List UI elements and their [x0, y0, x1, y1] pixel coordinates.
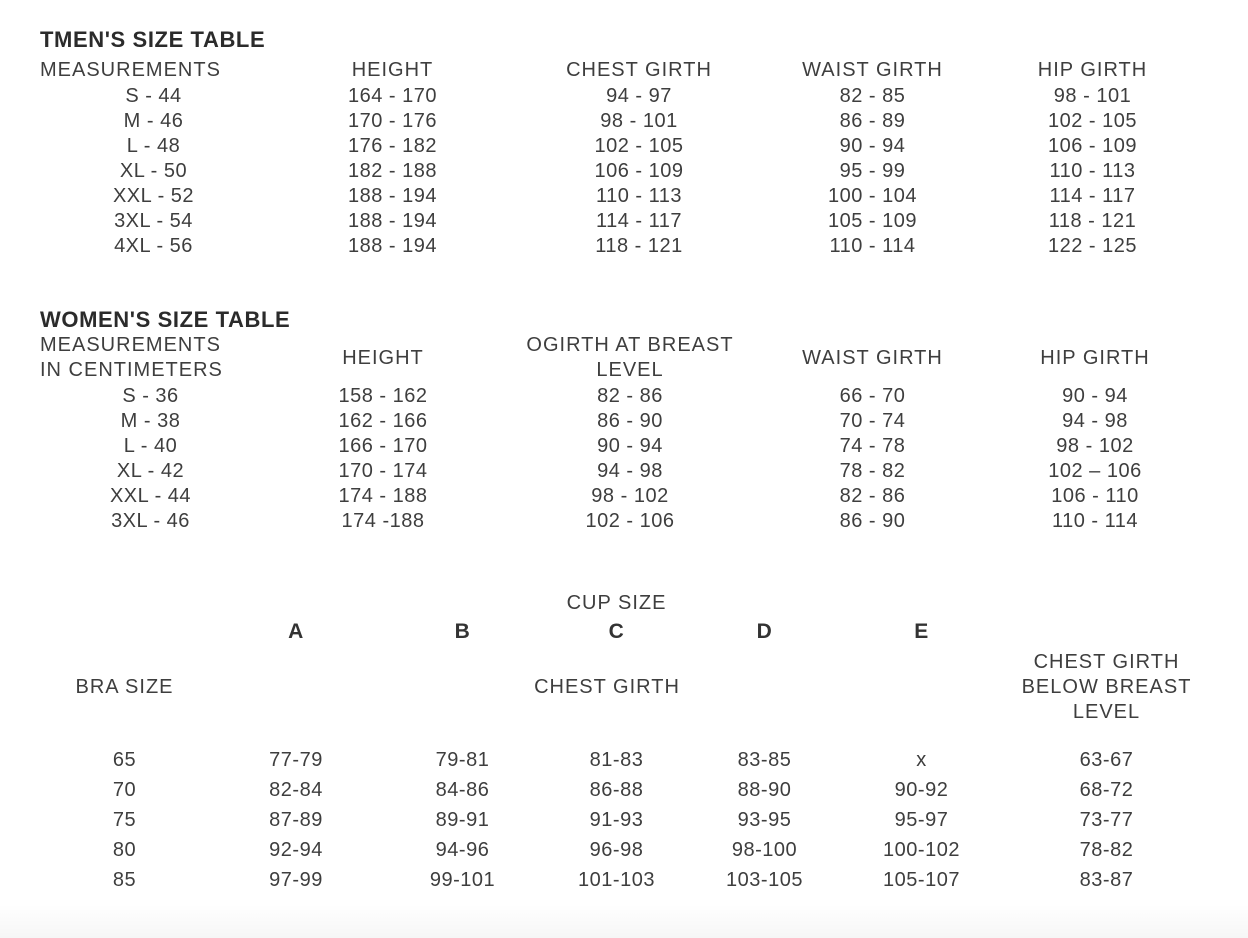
table-cell: 78-82	[1079, 838, 1134, 861]
womens-measurements-line1: MEASUREMENTS	[40, 334, 221, 356]
chest-girth-below-breast-header	[1005, 647, 1208, 727]
cup-letter-c: C	[608, 620, 625, 643]
womens-column-header-hip-girth: HIP GIRTH	[1040, 346, 1150, 369]
womens-column-header-waist-girth: WAIST GIRTH	[802, 346, 943, 369]
table-cell: 114 - 117	[1049, 185, 1136, 207]
table-cell: 83-85	[737, 748, 792, 771]
table-cell: 79-81	[435, 748, 490, 771]
table-cell: 174 -188	[341, 510, 425, 532]
table-cell: 93-95	[737, 808, 792, 831]
table-cell: 106 - 109	[1047, 135, 1137, 157]
table-cell: 92-94	[269, 838, 323, 861]
womens-table-title: WOMEN'S SIZE TABLE	[40, 307, 291, 332]
table-cell: 86 - 90	[597, 410, 663, 432]
below-breast-line3: LEVEL	[1072, 700, 1141, 723]
table-cell: 110 - 113	[595, 185, 683, 207]
table-cell: 85	[112, 868, 137, 891]
table-cell: 102 - 105	[1047, 110, 1137, 132]
cup-letter-b: B	[454, 620, 471, 643]
table-cell: 3XL - 54	[114, 210, 193, 232]
table-cell: 86 - 90	[839, 510, 906, 532]
table-cell: 94 - 98	[597, 460, 663, 482]
table-cell: 176 - 182	[347, 135, 437, 157]
table-cell: 4XL - 56	[114, 235, 193, 257]
table-cell: 94-96	[435, 838, 490, 861]
table-cell: 164 - 170	[347, 85, 437, 107]
table-cell: 98 - 101	[1053, 85, 1132, 107]
table-cell: 102 - 106	[585, 510, 675, 532]
table-cell: S - 44	[125, 85, 182, 107]
table-cell: M - 38	[120, 410, 181, 432]
table-cell: 110 - 114	[829, 235, 916, 257]
table-cell: 82 - 85	[839, 85, 906, 107]
bottom-shade	[0, 904, 1248, 938]
table-cell: 86-88	[589, 778, 644, 801]
table-cell: 170 - 174	[338, 460, 428, 482]
womens-breast-girth-line1: OGIRTH AT BREAST	[526, 334, 734, 356]
table-cell: 96-98	[589, 838, 644, 861]
table-cell: 162 - 166	[338, 410, 428, 432]
table-cell: 74 - 78	[839, 435, 906, 457]
table-cell: 70 - 74	[839, 410, 906, 432]
table-cell: 94 - 97	[606, 85, 672, 107]
table-cell: 95 - 99	[839, 160, 906, 182]
table-cell: 90 - 94	[1062, 385, 1128, 407]
womens-breast-girth-line2: LEVEL	[596, 359, 664, 381]
table-cell: 110 - 114	[1051, 510, 1139, 532]
table-cell: 66 - 70	[839, 385, 906, 407]
cup-letter-d: D	[756, 620, 773, 643]
mens-size-table	[40, 84, 1200, 259]
table-cell: 82 - 86	[597, 385, 663, 407]
table-cell: 182 - 188	[347, 160, 437, 182]
cup-letter-a: A	[288, 620, 304, 643]
table-cell: 78 - 82	[839, 460, 906, 482]
table-cell: L - 40	[123, 435, 178, 457]
table-cell: 80	[112, 838, 137, 861]
mens-column-header-waist-girth: WAIST GIRTH	[802, 58, 943, 81]
table-cell: 100-102	[883, 838, 960, 861]
table-cell: 188 - 194	[347, 210, 437, 232]
table-cell: 94 - 98	[1062, 410, 1128, 432]
table-cell: 65	[112, 748, 137, 771]
table-cell: 166 - 170	[338, 435, 428, 457]
table-cell: 90 - 94	[597, 435, 663, 457]
table-cell: S - 36	[122, 385, 179, 407]
table-cell: 68-72	[1079, 778, 1134, 801]
table-cell: 90 - 94	[839, 135, 906, 157]
table-cell: 77-79	[269, 748, 323, 771]
mens-table-title: TMEN'S SIZE TABLE	[40, 27, 266, 52]
table-cell: 158 - 162	[338, 385, 428, 407]
table-cell: M - 46	[123, 110, 184, 132]
table-cell: 87-89	[269, 808, 323, 831]
mens-column-header-measurements: MEASUREMENTS	[40, 58, 221, 81]
table-cell: 70	[112, 778, 137, 801]
table-cell: XXL - 52	[112, 185, 195, 207]
bra-chest-girth-header: CHEST GIRTH	[534, 675, 680, 698]
bra-size-table	[40, 745, 1208, 895]
table-cell: 63-67	[1079, 748, 1134, 771]
womens-measurements-line2: IN CENTIMETERS	[40, 359, 223, 381]
table-cell: 81-83	[589, 748, 644, 771]
table-cell: 90-92	[894, 778, 949, 801]
table-cell: 98-100	[731, 838, 798, 861]
cup-letter-e: E	[914, 620, 929, 643]
table-cell: x	[916, 748, 927, 771]
womens-table-header-row	[40, 332, 1200, 384]
mens-column-header-chest-girth: CHEST GIRTH	[566, 58, 712, 81]
table-cell: 82 - 86	[839, 485, 906, 507]
table-cell: 122 - 125	[1047, 235, 1137, 257]
mens-column-header-hip-girth: HIP GIRTH	[1037, 58, 1148, 81]
womens-column-header-measurements	[40, 332, 261, 384]
table-cell: 98 - 101	[600, 110, 678, 132]
table-cell: 106 - 109	[594, 160, 684, 182]
table-cell: 73-77	[1079, 808, 1134, 831]
table-cell: 95-97	[894, 808, 949, 831]
table-cell: 88-90	[737, 778, 792, 801]
table-cell: 91-93	[589, 808, 644, 831]
womens-size-table	[40, 384, 1200, 534]
table-cell: 86 - 89	[839, 110, 906, 132]
table-cell: 174 - 188	[338, 485, 428, 507]
bra-table-header	[40, 589, 1208, 727]
mens-column-header-height: HEIGHT	[351, 58, 434, 81]
table-cell: 75	[112, 808, 137, 831]
table-cell: 99-101	[429, 868, 496, 891]
table-cell: XXL - 44	[109, 485, 192, 507]
below-breast-line2: BELOW BREAST	[1021, 675, 1192, 698]
table-cell: 83-87	[1079, 868, 1134, 891]
womens-column-header-height: HEIGHT	[342, 346, 424, 369]
table-cell: 110 - 113	[1049, 160, 1136, 182]
table-cell: 170 - 176	[347, 110, 437, 132]
table-cell: 114 - 117	[595, 210, 683, 232]
table-cell: 101-103	[578, 868, 655, 891]
below-breast-line1: CHEST GIRTH	[1033, 650, 1180, 673]
womens-column-header-breast-girth	[505, 332, 755, 384]
table-cell: 102 - 105	[594, 135, 684, 157]
table-cell: XL - 50	[119, 160, 188, 182]
table-cell: 103-105	[726, 868, 803, 891]
table-cell: 3XL - 46	[111, 510, 190, 532]
table-cell: XL - 42	[116, 460, 185, 482]
mens-table-header-row	[40, 56, 1200, 84]
table-cell: 98 - 102	[591, 485, 669, 507]
table-cell: 105-107	[883, 868, 960, 891]
table-cell: 98 - 102	[1056, 435, 1134, 457]
table-cell: 188 - 194	[347, 185, 437, 207]
table-cell: 102 – 106	[1048, 460, 1142, 482]
table-cell: L - 48	[126, 135, 181, 157]
table-cell: 118 - 121	[595, 235, 683, 257]
bra-size-column-header: BRA SIZE	[75, 675, 174, 698]
cup-size-label: CUP SIZE	[566, 591, 667, 614]
table-cell: 84-86	[435, 778, 490, 801]
table-cell: 188 - 194	[347, 235, 437, 257]
table-cell: 97-99	[269, 868, 323, 891]
table-cell: 82-84	[269, 778, 323, 801]
table-cell: 89-91	[435, 808, 490, 831]
table-cell: 100 - 104	[827, 185, 917, 207]
table-cell: 105 - 109	[827, 210, 917, 232]
table-cell: 118 - 121	[1048, 210, 1137, 232]
table-cell: 106 - 110	[1051, 485, 1139, 507]
